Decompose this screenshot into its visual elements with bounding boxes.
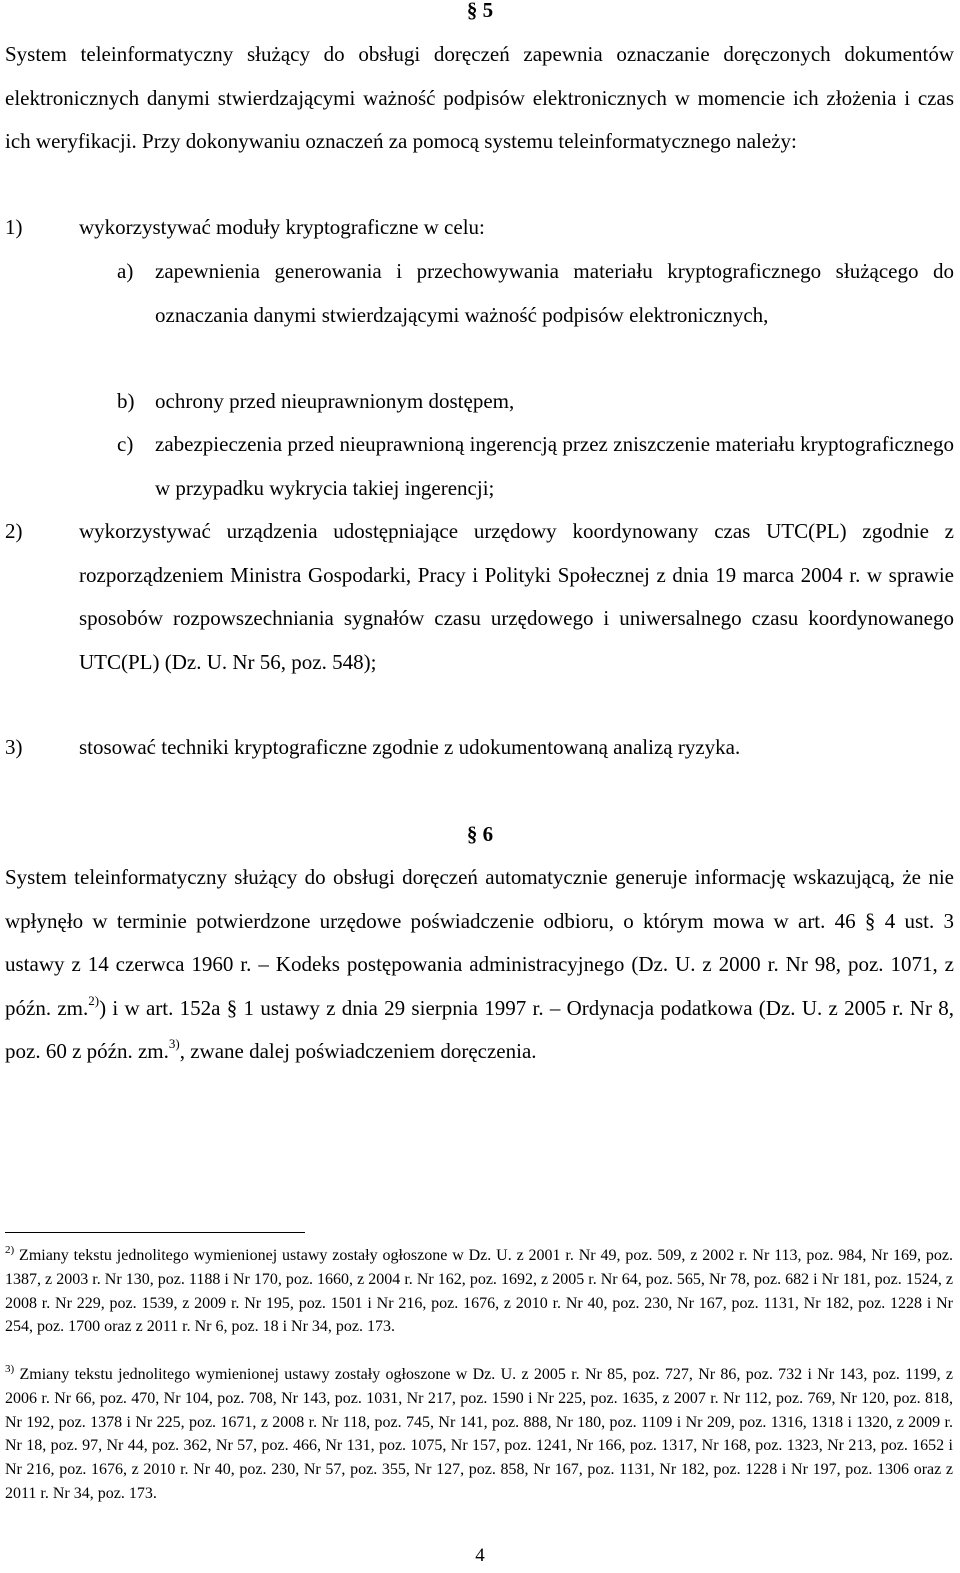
list-item-2	[5, 510, 954, 684]
list-marker: c)	[117, 432, 134, 456]
footnote-ref-3: 3)	[168, 1036, 180, 1051]
list-item-text: wykorzystywać moduły kryptograficzne w celu:	[79, 215, 485, 239]
sublist-item-c	[117, 423, 954, 510]
list-marker: 3)	[5, 735, 23, 759]
footnote-3	[5, 1363, 953, 1506]
section-6-text: System teleinformatyczny służący do obsługi doręczeń automatycznie generuje informację wskazującą, że nie wpłynęło w terminie potwierdzone urzędowe poświadczenie odbioru, o którym mowa w art. 46 § 4 ust. 3 ustawy z 14 czerwca 1960 r. – Kodeks postępowania administracyjnego (Dz. U. z 2000 r. Nr 98, poz. 1071, z późn. zm.	[5, 865, 954, 1020]
section-6-text: , zwane dalej poświadczeniem doręczenia.	[179, 1039, 537, 1063]
list-item-text: zapewnienia generowania i przechowywania materiału kryptograficznego służącego do oznaczania danymi stwierdzającymi ważność podpisów elektronicznych,	[155, 259, 954, 327]
list-marker: a)	[117, 259, 134, 283]
list-item-text: wykorzystywać urządzenia udostępniające urzędowy koordynowany czas UTC(PL) zgodnie z rozporządzeniem Ministra Gospodarki, Pracy i Polityki Społecznej z dnia 19 marca 2004 r. w sprawie sposobów rozpowszechniania sygnałów czasu urzędowego i uniwersalnego czasu koordynowanego UTC(PL) (Dz. U. Nr 56, poz. 548);	[79, 519, 954, 674]
list-item-1	[5, 206, 954, 250]
list-item-text: ochrony przed nieuprawnionym dostępem,	[155, 389, 515, 413]
page-number: 4	[475, 1545, 485, 1566]
section-5-intro: System teleinformatyczny służący do obsługi doręczeń zapewnia oznaczanie doręczonych dokumentów elektronicznych danymi stwierdzającymi ważność podpisów elektronicznych w momencie ich złożenia i czas ich weryfikacji. Przy dokonywaniu oznaczeń za pomocą systemu teleinformatycznego należy:	[5, 42, 954, 153]
list-item-3	[5, 726, 954, 770]
section-6-body	[5, 856, 954, 1074]
list-marker: 2)	[5, 519, 23, 543]
section-6-text: ) i w art. 152a § 1 ustawy z dnia 29 sierpnia 1997 r. – Ordynacja podatkowa (Dz. U. z 2005 r. Nr 8, poz. 60 z późn. zm.	[5, 995, 954, 1063]
section-5-heading: § 5	[466, 0, 494, 22]
sublist-item-a	[117, 250, 954, 337]
section-6-heading: § 6	[466, 822, 494, 846]
footnote-text: Zmiany tekstu jednolitego wymienionej ustawy zostały ogłoszone w Dz. U. z 2005 r. Nr 85, poz. 727, Nr 86, poz. 732 i Nr 143, poz. 1199, z 2006 r. Nr 66, poz. 470, Nr 104, poz. 708, Nr 143, poz. 1031, Nr 217, poz. 1590 i Nr 225, poz. 1635, z 2007 r. Nr 112, poz. 769, Nr 120, poz. 818, Nr 192, poz. 1378 i Nr 225, poz. 1671, z 2008 r. Nr 118, poz. 745, Nr 141, poz. 888, Nr 180, poz. 1109 i Nr 209, poz. 1316, 1318 i 1320, z 2009 r. Nr 18, poz. 97, Nr 44, poz. 362, Nr 57, poz. 466, Nr 131, poz. 1075, Nr 157, poz. 1241, Nr 166, poz. 1317, Nr 168, poz. 1323, Nr 213, poz. 1652 i Nr 216, poz. 1676, z 2010 r. Nr 40, poz. 230, Nr 57, poz. 355, Nr 127, poz. 858, Nr 167, poz. 1131, Nr 182, poz. 1228 i Nr 197, poz. 1306 oraz z 2011 r. Nr 34, poz. 173.	[5, 1366, 953, 1502]
list-item-text: stosować techniki kryptograficzne zgodnie z udokumentowaną analizą ryzyka.	[79, 735, 741, 759]
list-marker: b)	[117, 389, 135, 413]
footnote-separator	[5, 1232, 305, 1233]
footnote-marker: 2)	[5, 1243, 15, 1256]
footnote-text: Zmiany tekstu jednolitego wymienionej ustawy zostały ogłoszone w Dz. U. z 2001 r. Nr 49, poz. 509, z 2002 r. Nr 113, poz. 984, Nr 169, poz. 1387, z 2003 r. Nr 130, poz. 1188 i Nr 170, poz. 1660, z 2004 r. Nr 162, poz. 1692, z 2005 r. Nr 64, poz. 565, Nr 78, poz. 682 i Nr 181, poz. 1524, z 2008 r. Nr 229, poz. 1539, z 2009 r. Nr 195, poz. 1501 i Nr 216, poz. 1676, z 2010 r. Nr 40, poz. 230, Nr 167, poz. 1131, Nr 182, poz. 1228 i Nr 254, poz. 1700 oraz z 2011 r. Nr 6, poz. 18 i Nr 34, poz. 173.	[5, 1247, 953, 1336]
footnote-ref-2: 2)	[88, 992, 100, 1008]
footnote-marker: 3)	[5, 1362, 15, 1375]
list-marker: 1)	[5, 215, 23, 239]
sublist-item-b	[117, 380, 954, 424]
list-item-text: zabezpieczenia przed nieuprawnioną ingerencją przez zniszczenie materiału kryptograficznego w przypadku wykrycia takiej ingerencji;	[155, 432, 954, 500]
footnote-2	[5, 1244, 953, 1339]
